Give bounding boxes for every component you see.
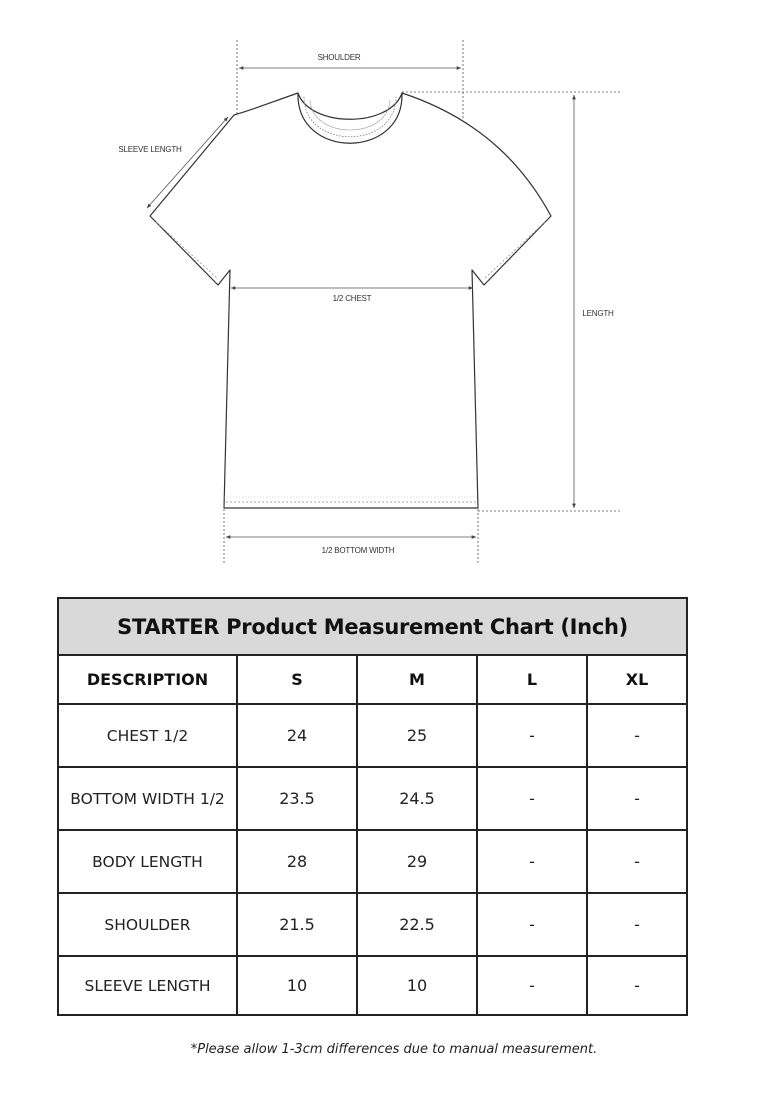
- cell-xl: -: [587, 704, 687, 767]
- column-header-m: M: [357, 655, 477, 704]
- cell-m: 29: [357, 830, 477, 893]
- row-description: SHOULDER: [58, 893, 237, 956]
- table-row: [58, 767, 687, 830]
- cell-l: -: [477, 956, 587, 1015]
- table-title-row: [58, 598, 687, 655]
- half-chest-label: 1/2 CHEST: [332, 294, 372, 303]
- column-header-l: L: [477, 655, 587, 704]
- cell-m: 25: [357, 704, 477, 767]
- cell-s: 23.5: [237, 767, 357, 830]
- table-row: [58, 704, 687, 767]
- shoulder-label: SHOULDER: [317, 53, 361, 62]
- cell-s: 28: [237, 830, 357, 893]
- row-description: BOTTOM WIDTH 1/2: [58, 767, 237, 830]
- cell-l: -: [477, 704, 587, 767]
- row-description: BODY LENGTH: [58, 830, 237, 893]
- cell-xl: -: [587, 830, 687, 893]
- cell-s: 24: [237, 704, 357, 767]
- table-row: [58, 893, 687, 956]
- table-row: [58, 956, 687, 1015]
- cell-s: 21.5: [237, 893, 357, 956]
- cell-l: -: [477, 830, 587, 893]
- cell-s: 10: [237, 956, 357, 1015]
- table-header-row: [58, 655, 687, 704]
- cell-l: -: [477, 767, 587, 830]
- row-description: CHEST 1/2: [58, 704, 237, 767]
- cell-xl: -: [587, 893, 687, 956]
- cell-m: 10: [357, 956, 477, 1015]
- column-header-s: S: [237, 655, 357, 704]
- cell-xl: -: [587, 767, 687, 830]
- measurement-footnote: *Please allow 1-3cm differences due to manual measurement.: [190, 1042, 598, 1057]
- cell-m: 24.5: [357, 767, 477, 830]
- column-header-xl: XL: [587, 655, 687, 704]
- half-bottom-width-label: 1/2 BOTTOM WIDTH: [321, 546, 395, 555]
- column-header-description: DESCRIPTION: [58, 655, 237, 704]
- cell-xl: -: [587, 956, 687, 1015]
- table-row: [58, 830, 687, 893]
- cell-l: -: [477, 893, 587, 956]
- table-title: STARTER Product Measurement Chart (Inch): [58, 598, 687, 655]
- sleeve-dimension-line: [147, 117, 228, 208]
- row-description: SLEEVE LENGTH: [58, 956, 237, 1015]
- sleeve-length-label: SLEEVE LENGTH: [118, 145, 182, 154]
- measurement-table-container: [57, 597, 686, 1016]
- cell-m: 22.5: [357, 893, 477, 956]
- measurement-table: [57, 597, 688, 1016]
- length-label: LENGTH: [582, 309, 614, 318]
